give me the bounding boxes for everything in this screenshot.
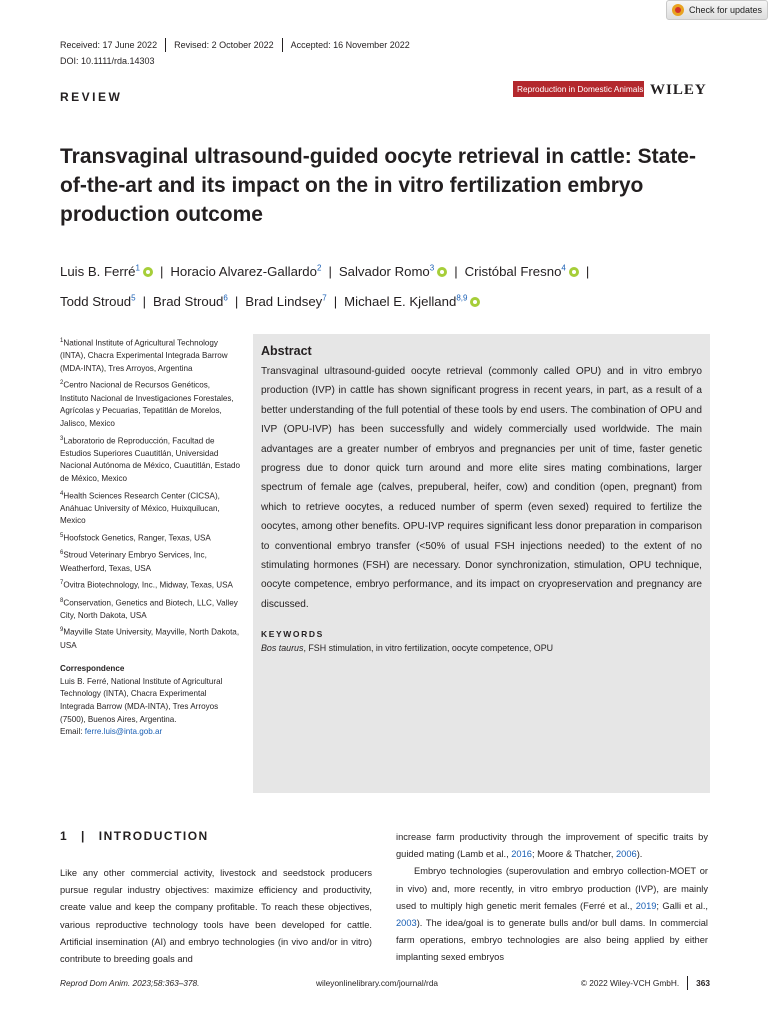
introduction-left-column: Like any other commercial activity, livestock and seedstock producers pursue regular industry objectives: maximize efficiency and productivity, create value and keep the company profitable. To reach these objectives, various reproductive technology tools have been developed for cattle. Artificial insemination (AI) and embryo technologies (in vivo and/or in vitro) contribute to breeding goals and [60,868,372,965]
author-name: Cristóbal Fresno [464,264,562,280]
abstract-text: Transvaginal ultrasound-guided oocyte retrieval (commonly called OPU) and in vitro embryo production (IVP) in cattle has shown significant progress in recent years, in part, as a result of a better understanding of the full potential of these tools by end users. The combination of OPU and IVP (OPU-IVP) has been successfully and widely commercially used worldwide. The main advantages are a greater number of embryos and pregnancies per unit of time, faster genetic progress due to donor quick turn around and more elite sires mating combinations, larger spectrum of female age (calves, prepuberal, heifer, cow) and condition (open, pregnant) from which to retrieve oocytes, a reduced number of sperm (even sexed) required to fertilize the oocytes, among other benefits. OPU-IVP requires significant less donor preparation in comparison to conventional embryo transfer (<50% of usual FSH injections needed) to the extent of no stimulating hormones (FSH) are necessary. Donor synchronization, stimulation, OPU technique, oocyte competence, embryo performance, and its impact on cryopreservation and pregnancy are discussed. [261,366,702,610]
affiliation-text: Hoofstock Genetics, Ranger, Texas, USA [63,533,211,543]
text-run: ). [636,849,643,860]
affiliation-text: National Institute of Agricultural Technology (INTA), Chacra Experimental Integrada Barrow (MDA-INTA), Tres Arroyos, Argentina [60,338,228,373]
affiliation [60,530,240,545]
affiliation-number: 2 [60,380,64,387]
author-separator: | [333,293,338,309]
author-name: Todd Stroud [60,293,132,309]
keyword-species: Bos taurus [261,643,304,654]
divider [282,38,283,52]
author-name: Brad Lindsey [245,293,323,309]
affiliation-marker: 1 [135,264,140,273]
correspondence-email-line [60,726,240,739]
section-divider: | [81,829,86,843]
text-run: Embryo technologies (superovulation and embryo collection-MOET or in vivo) and, more recently, in vitro embryo production (IVP), are mainly used to multiply high genetic merit females (Ferré et al., [396,866,708,911]
citation-link[interactable]: 2016 [511,849,532,860]
citation-link[interactable]: 2003 [396,918,417,929]
affiliation-number: 3 [60,435,64,442]
footer-right [581,976,710,990]
affiliation [60,377,240,430]
text-run: increase farm productivity through the improvement of specific traits by guided mating (Lamb et al., [396,832,708,860]
author-name: Horacio Alvarez-Gallardo [170,264,317,280]
text-run: ). The idea/goal is to generate bulls and/or bull dams. In commercial farm operations, embryo technologies are also being applied by either implanting sexed embryos [396,918,708,963]
affiliation-number: 5 [60,533,64,540]
copyright: © 2022 Wiley-VCH GmbH. [580,978,680,988]
affiliation [60,595,240,623]
email-link[interactable]: ferre.luis@inta.gob.ar [84,727,163,737]
affiliation-text: Ovitra Biotechnology, Inc., Midway, Texas, USA [63,580,233,590]
publisher-logo: WILEY [650,82,707,98]
affiliation-number: 1 [60,338,64,344]
affiliation [60,624,240,652]
author[interactable] [465,264,579,279]
affiliation-text: Health Sciences Research Center (CICSA), Anáhuac University of México, Huixquilucan, Mexico [60,491,220,526]
author[interactable] [60,294,136,309]
divider [165,38,166,52]
accepted-date: Accepted: 16 November 2022 [290,40,410,50]
section-number: 1 [60,829,69,843]
crossmark-icon [672,4,684,16]
article-dates [60,38,410,52]
affiliation-marker: 7 [322,293,327,303]
affiliation-marker: 4 [561,264,566,273]
author[interactable] [170,264,321,279]
affiliation [60,488,240,528]
article-title: Transvaginal ultrasound-guided oocyte retrieval in cattle: State-of-the-art and its impact on the in vitro fertilization embryo production outcome [60,145,696,226]
author-name: Luis B. Ferré [60,264,136,280]
affiliation [60,335,240,375]
author[interactable] [153,294,228,309]
abstract-panel [253,334,710,793]
paragraph [396,829,708,863]
affiliation-marker: 8,9 [456,293,468,303]
doi: DOI: 10.1111/rda.14303 [60,56,155,66]
citation-link[interactable]: 2006 [616,849,637,860]
page-footer [60,978,710,988]
orcid-icon[interactable] [143,267,153,277]
author-name: Michael E. Kjelland [344,293,457,309]
journal-citation: Reprod Dom Anim. 2023;58:363–378. [60,978,200,988]
author[interactable] [339,264,447,279]
section-title: INTRODUCTION [98,829,209,843]
author-separator: | [454,264,458,280]
keywords-rest: , FSH stimulation, in vitro fertilization, oocyte competence, OPU [303,643,554,654]
affiliation-marker: 2 [316,264,322,273]
affiliation-number: 8 [60,597,64,604]
email-label: Email: [60,727,83,737]
author-separator: | [234,293,239,309]
author-separator: | [585,264,590,280]
affiliation-text: Stroud Veterinary Embryo Services, Inc, Weatherford, Texas, USA [60,551,207,573]
affiliation [60,433,240,486]
affiliation [60,547,240,575]
author-separator: | [142,293,147,309]
affiliation-text: Laboratorio de Reproducción, Facultad de Estudios Superiores Cuautitlán, Universidad Nacional Autónoma de México, Cuautitlán, Estado de México, Mexico [60,436,240,483]
journal-logo: Reproduction in Domestic Animals [513,81,644,97]
affiliations [60,335,240,739]
journal-url[interactable]: wileyonlinelibrary.com/journal/rda [316,978,439,988]
correspondence-heading: Correspondence [60,664,125,674]
affiliation-number: 9 [60,627,64,634]
affiliation [60,577,240,592]
author-separator: | [159,264,164,280]
received-date: Received: 17 June 2022 [60,40,158,50]
keywords-list [261,643,702,653]
citation-link[interactable]: 2019 [635,900,657,911]
orcid-icon[interactable] [569,267,579,277]
affiliation-marker: 5 [131,293,136,303]
affiliation-text: Centro Nacional de Recursos Genéticos, Instituto Nacional de Investigaciones Forestales, Agrícolas y Pecuarias, Tepatitlán de Morelos, Jalisco, Mexico [60,381,234,428]
paragraph [396,863,708,966]
author[interactable] [245,294,326,309]
author-list [60,256,710,315]
author-name: Salvador Romo [338,264,430,280]
keywords-heading: KEYWORDS [261,629,324,640]
affiliation-list [60,335,240,652]
author-name: Brad Stroud [153,293,224,309]
revised-date: Revised: 2 October 2022 [174,40,274,50]
author[interactable] [344,294,480,309]
affiliation-marker: 6 [223,293,228,303]
text-run: ; Moore & Thatcher, [531,849,616,860]
check-for-updates-label: Check for updates [689,5,763,15]
correspondence-text: Luis B. Ferré, National Institute of Agricultural Technology (INTA), Chacra Experimental Integrada Barrow (MDA-INTA), Tres Arroyos (7500), Buenos Aires, Argentina. [60,676,223,724]
affiliation-marker: 3 [429,264,435,273]
page-number: 363 [696,978,710,988]
orcid-icon[interactable] [437,267,447,277]
divider [687,976,688,990]
author[interactable] [60,264,153,279]
text-run: ; Galli et al., [656,900,708,911]
author-separator: | [328,264,332,280]
introduction-right-column [396,829,708,967]
affiliation-text: Mayville State University, Mayville, North Dakota, USA [60,628,240,650]
orcid-icon[interactable] [470,297,480,307]
affiliation-number: 4 [60,490,64,497]
affiliation-number: 7 [60,580,64,587]
affiliation-text: Conservation, Genetics and Biotech, LLC, Valley City, North Dakota, USA [60,598,238,620]
abstract-heading: Abstract [261,344,312,358]
section-label: REVIEW [60,90,123,104]
introduction-heading [60,829,209,843]
check-for-updates-button[interactable] [666,0,768,20]
affiliation-number: 6 [60,550,64,557]
